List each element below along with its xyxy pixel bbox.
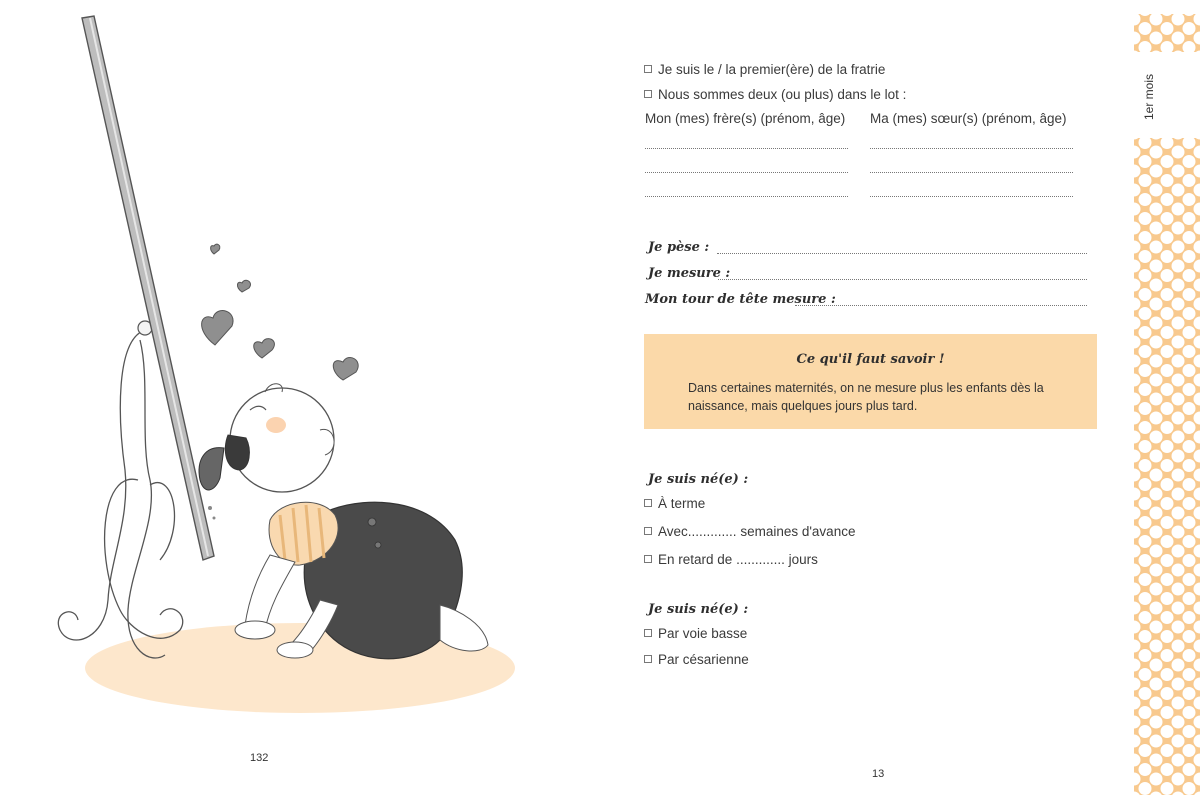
- info-box: [644, 334, 1097, 429]
- sister-line-2[interactable]: [870, 172, 1073, 173]
- weight-line[interactable]: [717, 253, 1087, 254]
- checkbox-label: Nous sommes deux (ou plus) dans le lot :: [658, 87, 907, 102]
- early-prefix: Avec: [658, 524, 688, 539]
- checkbox-icon[interactable]: [644, 65, 652, 73]
- measuring-stick: [82, 16, 214, 560]
- checkbox-icon[interactable]: [644, 629, 652, 637]
- sister-line-3[interactable]: [870, 196, 1073, 197]
- sisters-header: Ma (mes) sœur(s) (prénom, âge): [870, 111, 1067, 126]
- early-suffix: semaines d'avance: [740, 524, 856, 539]
- early-weeks-blank[interactable]: .............: [687, 524, 737, 539]
- checkbox-label: Par césarienne: [658, 652, 749, 667]
- month-tab-label: [1140, 73, 1170, 136]
- height-label: Je mesure :: [648, 266, 731, 281]
- month-label-text: 1er mois: [1142, 73, 1156, 120]
- head-circumference-line[interactable]: [795, 305, 1087, 306]
- checkbox-icon[interactable]: [644, 527, 652, 535]
- brother-line-2[interactable]: [645, 172, 848, 173]
- late-suffix: jours: [788, 552, 818, 567]
- checkbox-item-cesarean[interactable]: [644, 652, 749, 667]
- checkbox-label: Par voie basse: [658, 626, 748, 641]
- late-days-blank[interactable]: .............: [736, 552, 785, 567]
- checkbox-label: À terme: [658, 496, 706, 511]
- brother-line-3[interactable]: [645, 196, 848, 197]
- checkbox-icon[interactable]: [644, 90, 652, 98]
- born-heading-2: Je suis né(e) :: [648, 602, 749, 617]
- height-line[interactable]: [718, 279, 1087, 280]
- hearts: [202, 244, 359, 380]
- sister-line-1[interactable]: [870, 148, 1073, 149]
- checkbox-item-first-sibling[interactable]: [644, 62, 885, 77]
- checkbox-icon[interactable]: [644, 555, 652, 563]
- checkbox-item-multiple-siblings[interactable]: [644, 87, 906, 102]
- late-prefix: En retard de: [658, 552, 733, 567]
- brothers-header: Mon (mes) frère(s) (prénom, âge): [645, 111, 846, 126]
- checkbox-item-early[interactable]: [644, 524, 855, 539]
- brother-line-1[interactable]: [645, 148, 848, 149]
- checkbox-item-vaginal[interactable]: [644, 626, 747, 641]
- checkbox-label: Je suis le / la premier(ère) de la fratrie: [658, 62, 886, 77]
- info-box-body: Dans certaines maternités, on ne mesure plus les enfants dès la naissance, mais quelques jours plus tard.: [688, 381, 1044, 413]
- checkbox-item-late[interactable]: [644, 552, 818, 567]
- baby: [199, 384, 488, 659]
- info-box-title: Ce qu'il faut savoir !: [796, 352, 945, 367]
- born-heading-1: Je suis né(e) :: [648, 472, 749, 487]
- head-circumference-label: Mon tour de tête mesure :: [645, 292, 836, 307]
- checkbox-icon[interactable]: [644, 499, 652, 507]
- weight-label: Je pèse :: [648, 240, 710, 255]
- page-number-left: 132: [250, 752, 269, 764]
- checkbox-item-term[interactable]: [644, 496, 705, 511]
- page-number-right: 13: [872, 768, 885, 780]
- checkbox-icon[interactable]: [644, 655, 652, 663]
